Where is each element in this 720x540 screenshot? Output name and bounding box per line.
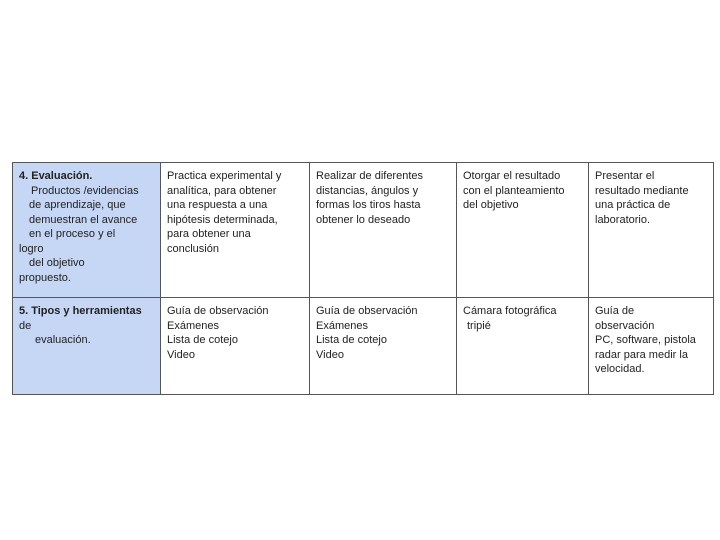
table-cell — [310, 298, 457, 395]
cell-line: Practica experimental y — [167, 170, 282, 182]
row-header-herramientas — [13, 298, 161, 395]
table-cell — [457, 298, 589, 395]
cell-line: radar para medir la — [595, 348, 688, 361]
cell-line: Exámenes — [167, 319, 219, 332]
table-cell — [161, 298, 310, 395]
cell-line: de — [19, 319, 32, 332]
cell-line: para obtener una — [167, 228, 251, 240]
cell-line: de aprendizaje, que — [29, 199, 126, 211]
cell-line: Lista de cotejo — [316, 334, 387, 346]
row-header-evaluacion — [13, 163, 161, 298]
cell-line: logro — [19, 242, 44, 255]
cell-line: hipótesis determinada, — [167, 213, 278, 226]
cell-line: del objetivo — [29, 257, 85, 269]
table-row-evaluacion — [13, 163, 714, 298]
cell-line: observación — [595, 319, 655, 332]
cell-line: Cámara fotográfica — [463, 305, 557, 317]
cell-line: Video — [167, 348, 195, 361]
cell-line: Productos /evidencias — [31, 184, 139, 197]
cell-line: demuestran el avance — [29, 213, 138, 226]
cell-line: en el proceso y el — [29, 228, 116, 240]
cell-line: obtener lo deseado — [316, 213, 411, 226]
cell-line: Presentar el — [595, 170, 655, 182]
cell-line: una práctica de — [595, 199, 671, 211]
table-cell — [589, 163, 714, 298]
cell-line: Guía de observación — [167, 305, 269, 317]
cell-line: resultado mediante — [595, 184, 689, 197]
cell-line: Video — [316, 348, 344, 361]
cell-line: laboratorio. — [595, 213, 651, 226]
table-cell — [457, 163, 589, 298]
cell-line: PC, software, pistola — [595, 334, 696, 346]
evaluation-table — [12, 162, 714, 395]
cell-line: una respuesta a una — [167, 199, 268, 211]
cell-line: formas los tiros hasta — [316, 199, 421, 211]
row-header-title: 4. Evaluación. — [19, 170, 93, 182]
table-cell — [589, 298, 714, 395]
cell-line: del objetivo — [463, 199, 519, 211]
cell-line: Guía de observación — [316, 305, 418, 317]
cell-line: evaluación. — [35, 334, 91, 346]
cell-line: propuesto. — [19, 271, 71, 284]
cell-line: analítica, para obtener — [167, 184, 277, 197]
cell-line: con el planteamiento — [463, 184, 565, 197]
cell-line: tripié — [467, 319, 491, 332]
cell-line: Guía de — [595, 305, 635, 317]
table-cell — [310, 163, 457, 298]
cell-line: Otorgar el resultado — [463, 170, 561, 182]
table-row-herramientas — [13, 298, 714, 395]
cell-line: Exámenes — [316, 319, 368, 332]
cell-line: Lista de cotejo — [167, 334, 238, 346]
cell-line: Realizar de diferentes — [316, 170, 424, 182]
table-cell — [161, 163, 310, 298]
cell-line: distancias, ángulos y — [316, 184, 419, 197]
cell-line: velocidad. — [595, 363, 645, 375]
row-header-title: 5. Tipos y herramientas — [19, 305, 142, 317]
cell-line: conclusión — [167, 242, 219, 255]
